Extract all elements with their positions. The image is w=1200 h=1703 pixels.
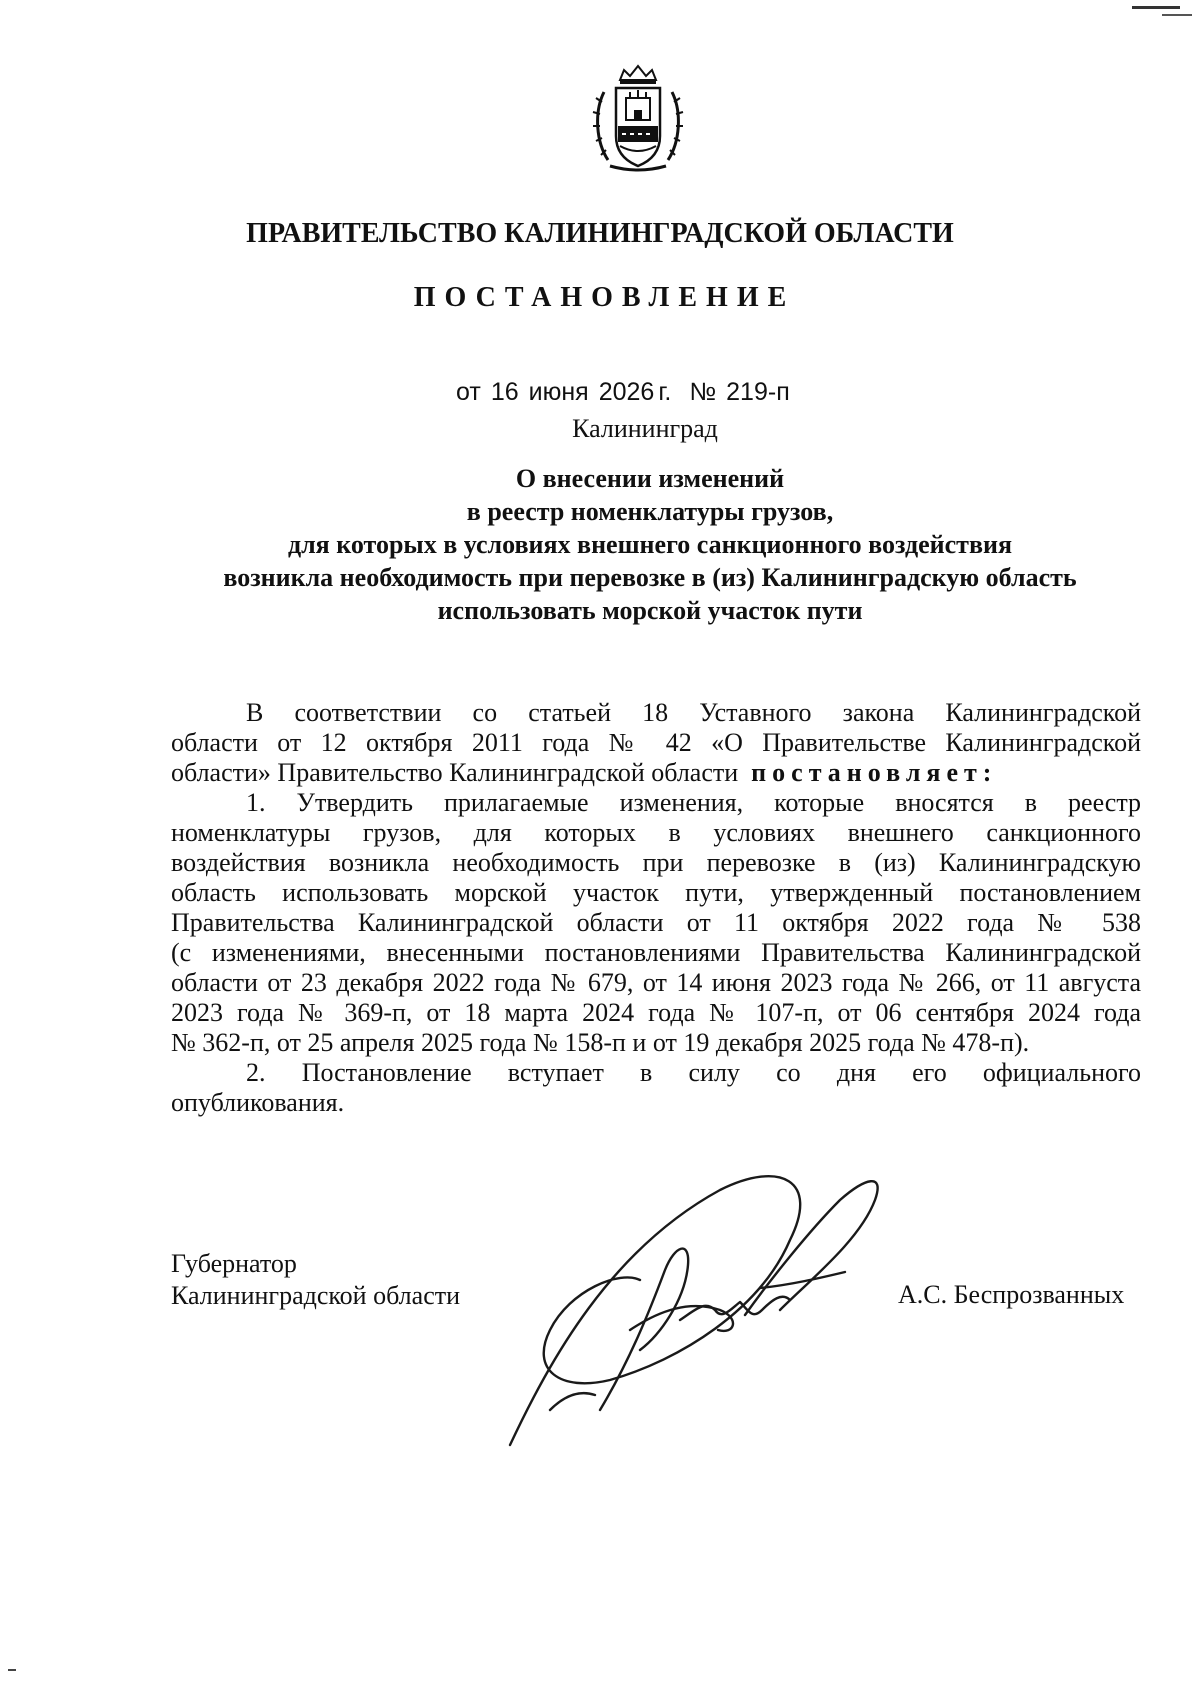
subject-line: для которых в условиях внешнего санкционного воздействия xyxy=(287,530,1013,559)
subject-line: О внесении изменений xyxy=(515,464,785,493)
preamble-line: В соответствии со статьей 18 Уставного закона Калининградской xyxy=(246,698,1141,727)
government-title: ПРАВИТЕЛЬСТВО КАЛИНИНГРАДСКОЙ ОБЛАСТИ xyxy=(246,218,954,249)
signer-position xyxy=(171,1248,460,1312)
date-number-line xyxy=(456,378,876,407)
item-1-text: Утвердить прилагаемые изменения, которые вносятся в реестр xyxy=(296,788,1141,817)
signer-name: А.С. Беспрозванных xyxy=(898,1280,1125,1309)
subject-line: в реестр номенклатуры грузов, xyxy=(466,497,834,526)
date-prefix: от xyxy=(456,378,481,406)
signer-position-line: Калининградской области xyxy=(171,1281,461,1310)
document-subject xyxy=(150,462,1150,627)
item-1-line: воздействия возникла необходимость при перевозке в (из) Калининградскую xyxy=(171,848,1141,877)
coat-of-arms-emblem xyxy=(590,62,686,174)
subject-line: возникла необходимость при перевозке в (из) Калининградскую область xyxy=(223,563,1077,592)
date-month: июня xyxy=(528,378,589,406)
signer-position-line: Губернатор xyxy=(171,1249,297,1278)
item-1-line: Правительства Калининградской области от 11 октября 2022 года № 538 xyxy=(171,908,1141,937)
scan-artifact xyxy=(1132,6,1180,9)
item-1-line: область использовать морской участок пути, утвержденный постановлением xyxy=(171,878,1141,907)
document-type: ПОСТАНОВЛЕНИЕ xyxy=(413,282,796,313)
item-number: 1. xyxy=(246,788,266,817)
number-sign: № xyxy=(689,378,717,406)
item-1-line: № 362-п, от 25 апреля 2025 года № 158-п и от 19 декабря 2025 года № 478-п). xyxy=(171,1028,1030,1057)
item-1-line: области от 23 декабря 2022 года № 679, от 14 июня 2023 года № 266, от 11 августа xyxy=(171,968,1141,997)
preamble-line xyxy=(171,758,1141,788)
preamble-line: области от 12 октября 2011 года № 42 «О Правительстве Калининградской xyxy=(171,728,1141,757)
item-1-line: (с изменениями, внесенными постановлениями Правительства Калининградской xyxy=(171,938,1141,967)
item-1-line xyxy=(171,788,1141,818)
scan-artifact xyxy=(8,1669,16,1671)
item-2-line: опубликования. xyxy=(171,1088,345,1117)
city: Калининград xyxy=(572,414,718,443)
date-day: 16 xyxy=(490,378,519,406)
document-body xyxy=(171,698,1141,1118)
item-1-line: номенклатуры грузов, для которых в условиях внешнего санкционного xyxy=(171,818,1141,847)
scan-artifact xyxy=(1162,14,1192,16)
subject-line: использовать морской участок пути xyxy=(437,596,863,625)
preamble-text: области» Правительство Калининградской области xyxy=(171,758,739,787)
date-year: 2026 xyxy=(598,378,655,406)
handwritten-signature xyxy=(490,1160,920,1450)
date-suffix: г. xyxy=(658,378,672,406)
item-2-text: Постановление вступает в силу со дня его официального xyxy=(301,1058,1142,1087)
document-number: 219-п xyxy=(726,378,790,406)
resolves-word: постановляет: xyxy=(751,758,998,787)
item-2-line xyxy=(171,1058,1141,1088)
item-1-line: 2023 года № 369-п, от 18 марта 2024 года № 107-п, от 06 сентября 2024 года xyxy=(171,998,1141,1027)
item-number: 2. xyxy=(246,1058,266,1087)
